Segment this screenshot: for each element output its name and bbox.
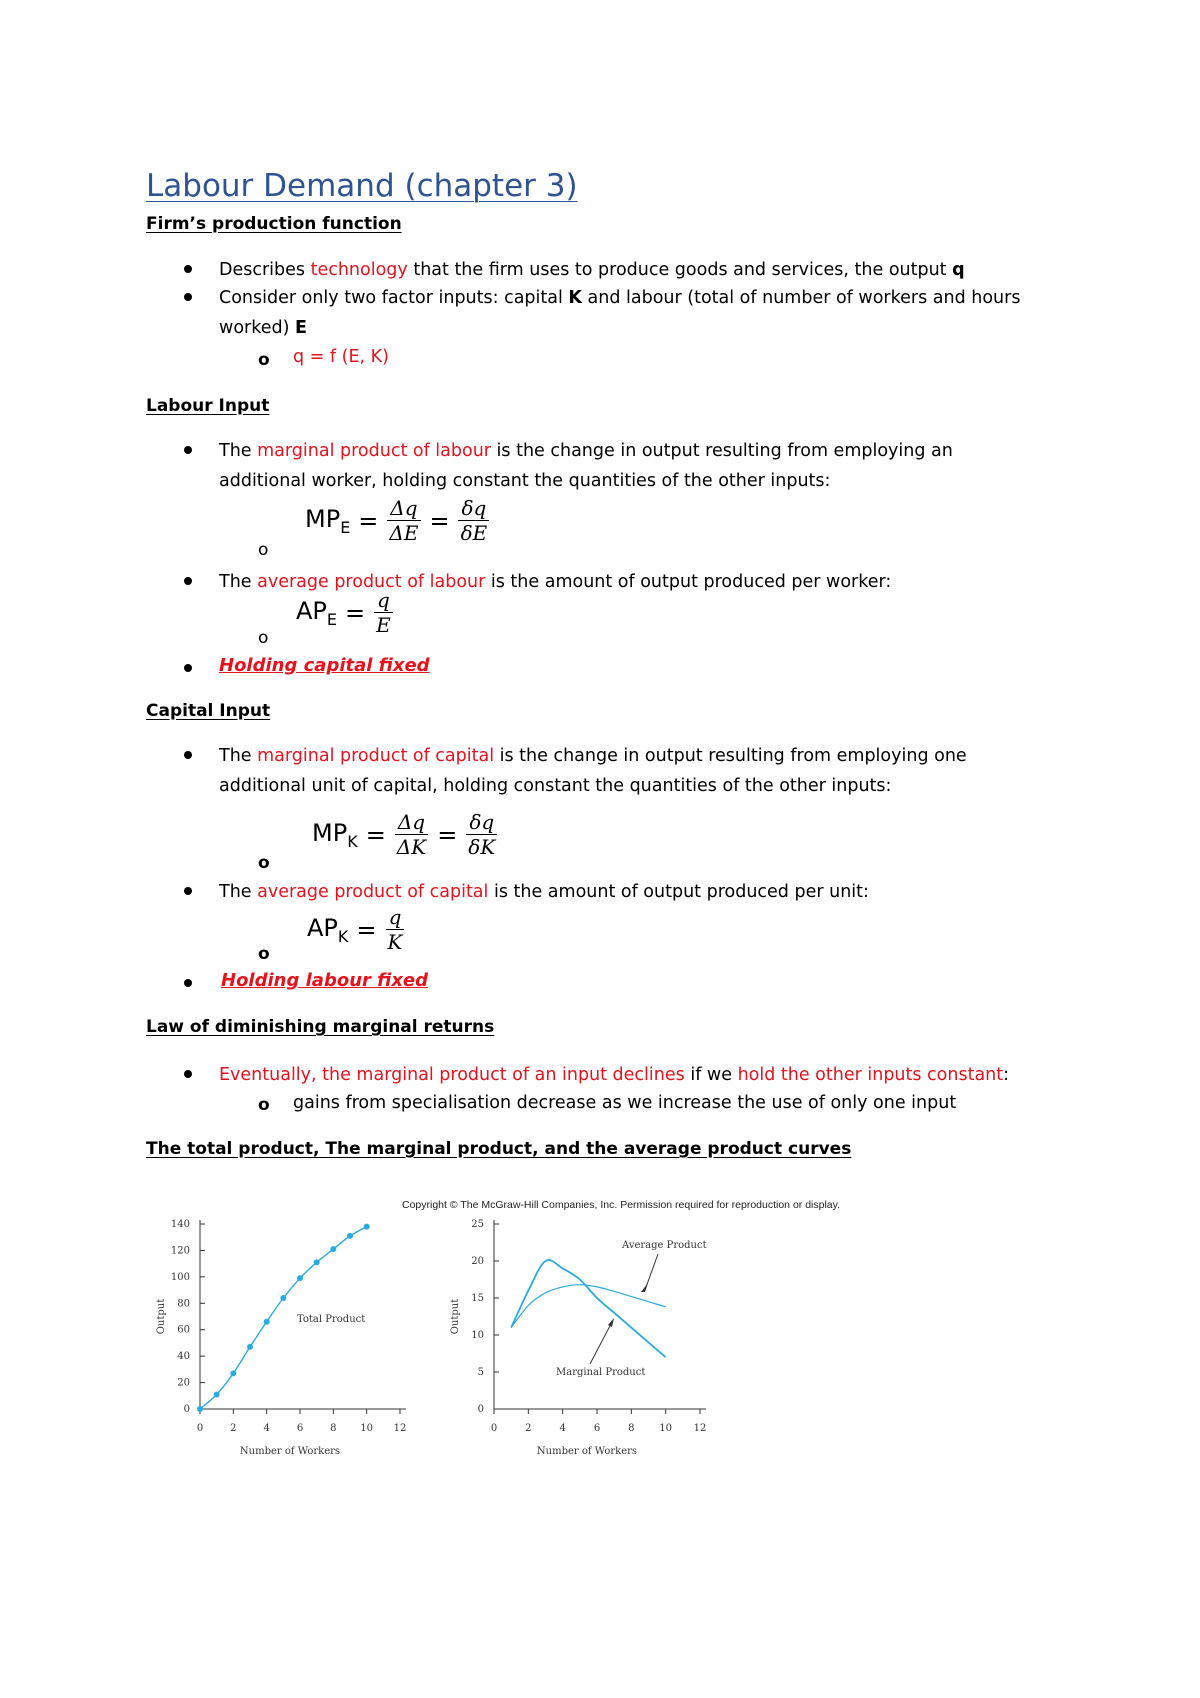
copyright-notice: Copyright © The McGraw-Hill Companies, Inc. Permission required for reproduction or display.	[402, 1199, 841, 1211]
formula-label: $AP_K$	[307, 913, 349, 946]
total-product-chart	[156, 1219, 406, 1457]
text-segment: worked)	[219, 318, 295, 338]
total-product-point	[280, 1295, 286, 1301]
equals-sign: =	[358, 506, 379, 535]
highlight-technology: technology	[310, 260, 408, 280]
text-segment: The	[219, 572, 258, 592]
sub-bullet-marker: o	[258, 853, 270, 873]
y-tick-label: 40	[177, 1351, 190, 1363]
text-segment: Describes	[219, 260, 311, 280]
text-segment: Consider only two factor inputs: capital	[219, 288, 569, 308]
text-segment: is the change in output resulting from employing an	[490, 441, 953, 461]
y-axis-label: Output	[450, 1298, 461, 1335]
y-tick-label: 25	[471, 1219, 484, 1230]
fraction-ap: $\frac{q}{K}$	[387, 905, 403, 954]
x-tick-label: 8	[330, 1423, 337, 1434]
text-segment: The	[219, 882, 258, 902]
equals-sign: =	[365, 820, 386, 849]
bold-e: E	[295, 318, 307, 338]
marginal-product-arrow	[590, 1322, 612, 1364]
y-tick-label: 15	[471, 1293, 484, 1304]
x-axis-label: Number of Workers	[536, 1446, 638, 1457]
total-product-point	[230, 1370, 236, 1376]
bold-q: q	[952, 260, 965, 280]
x-tick-label: 6	[296, 1423, 304, 1434]
x-axis-label: Number of Workers	[239, 1446, 341, 1457]
highlight-ap-labour: average product of labour	[257, 572, 486, 592]
total-product-point	[347, 1233, 353, 1239]
x-tick-label: 6	[593, 1423, 601, 1434]
text-segment: is the change in output resulting from employing one	[494, 746, 967, 766]
highlight-ap-capital: average product of capital	[257, 882, 489, 902]
text-segment: is the amount of output produced per unit:	[488, 882, 869, 902]
page-title: Labour Demand (chapter 3)	[146, 168, 578, 204]
average-product-annotation: Average Product	[622, 1240, 707, 1251]
formula-label: $AP_E$	[296, 596, 337, 629]
heading-product-curves: The total product, The marginal product, and the average product curves	[146, 1139, 852, 1159]
text-segment: The	[219, 441, 258, 461]
equals-sign: =	[356, 915, 377, 944]
fraction-ap: $\frac{q}{E}$	[373, 588, 394, 637]
marginal-product-annotation: Marginal Product	[556, 1367, 646, 1378]
total-product-point	[197, 1406, 203, 1412]
equals-sign: =	[345, 598, 366, 627]
fraction-delta: $\frac{\Delta q}{\Delta E}$	[386, 496, 421, 545]
x-tick-label: 10	[659, 1423, 673, 1434]
formula-label: $MP_K$	[312, 818, 358, 851]
sub-bullet-marker: o	[258, 1095, 270, 1115]
total-product-point	[364, 1224, 370, 1230]
y-tick-label: 10	[471, 1330, 484, 1341]
total-product-point	[214, 1391, 220, 1397]
x-tick-label: 10	[360, 1423, 374, 1434]
text-segment: The	[219, 746, 258, 766]
capital-bullet-1-cont: additional unit of capital, holding constant the quantities of the other inputs:	[219, 776, 892, 796]
y-tick-label: 100	[170, 1271, 190, 1283]
sub-bullet-marker: o	[258, 540, 269, 560]
text-segment: is the amount of output produced per worker:	[485, 572, 892, 592]
total-product-point	[264, 1319, 270, 1325]
x-tick-label: 0	[196, 1423, 204, 1434]
total-product-point	[297, 1275, 303, 1281]
mp-ap-chart	[450, 1219, 707, 1457]
heading-production-function: Firm’s production function	[146, 214, 402, 234]
x-tick-label: 0	[490, 1423, 498, 1434]
y-tick-label: 0	[183, 1404, 190, 1415]
total-product-point	[330, 1246, 336, 1252]
text-segment: if we	[684, 1065, 738, 1085]
y-tick-label: 140	[170, 1219, 190, 1230]
y-tick-label: 5	[477, 1367, 484, 1378]
marginal-product-arrowhead	[608, 1318, 614, 1327]
x-tick-label: 12	[693, 1423, 707, 1434]
total-product-annotation: Total Product	[297, 1314, 366, 1325]
law-sub-bullet: gains from specialisation decrease as we increase the use of only one input	[293, 1093, 957, 1113]
holding-capital-fixed: Holding capital fixed	[219, 655, 430, 676]
sub-bullet-marker: o	[258, 944, 270, 964]
marginal-product-line	[511, 1260, 666, 1357]
labour-bullet-1-cont: additional worker, holding constant the quantities of the other inputs:	[219, 471, 831, 491]
formula-label: $MP_E$	[305, 504, 351, 537]
x-tick-label: 4	[263, 1423, 270, 1434]
fraction-partial: $\frac{\delta q}{\delta K}$	[468, 810, 496, 859]
text-segment: :	[1003, 1065, 1010, 1085]
equals-sign: =	[437, 820, 458, 849]
fraction-partial: $\frac{\delta q}{\delta E}$	[458, 496, 491, 545]
x-tick-label: 4	[559, 1423, 566, 1434]
x-tick-label: 2	[525, 1423, 532, 1434]
highlight-mp-labour: marginal product of labour	[257, 441, 491, 461]
y-tick-label: 20	[177, 1377, 190, 1389]
total-product-point	[314, 1259, 320, 1265]
y-tick-label: 0	[477, 1404, 484, 1415]
bold-k: K	[568, 288, 582, 308]
y-tick-label: 80	[177, 1298, 190, 1310]
equals-sign: =	[429, 506, 450, 535]
sub-bullet-marker: o	[258, 350, 270, 370]
text-segment: and labour (total of number of workers and hours	[581, 288, 1021, 308]
holding-labour-fixed: Holding labour fixed	[221, 970, 429, 991]
highlight-hold-constant: hold the other inputs constant	[737, 1065, 1004, 1085]
x-tick-label: 8	[628, 1423, 635, 1434]
heading-diminishing-returns: Law of diminishing marginal returns	[146, 1017, 495, 1037]
x-tick-label: 12	[393, 1423, 407, 1434]
text-segment: that the firm uses to produce goods and services, the output	[407, 260, 953, 280]
fraction-delta: $\frac{\Delta q}{\Delta K}$	[396, 810, 427, 859]
highlight-declines: Eventually, the marginal product of an input declines	[219, 1065, 685, 1085]
y-axis-label: Output	[156, 1298, 167, 1335]
y-tick-label: 20	[471, 1256, 484, 1267]
y-tick-label: 120	[170, 1245, 190, 1257]
y-tick-label: 60	[177, 1324, 190, 1336]
production-function-formula: q = f (E, K)	[293, 347, 389, 367]
heading-capital-input: Capital Input	[146, 701, 271, 721]
heading-labour-input: Labour Input	[146, 396, 270, 416]
x-tick-label: 2	[230, 1423, 237, 1434]
sub-bullet-marker: o	[258, 628, 269, 648]
highlight-mp-capital: marginal product of capital	[257, 746, 495, 766]
total-product-point	[247, 1344, 253, 1350]
